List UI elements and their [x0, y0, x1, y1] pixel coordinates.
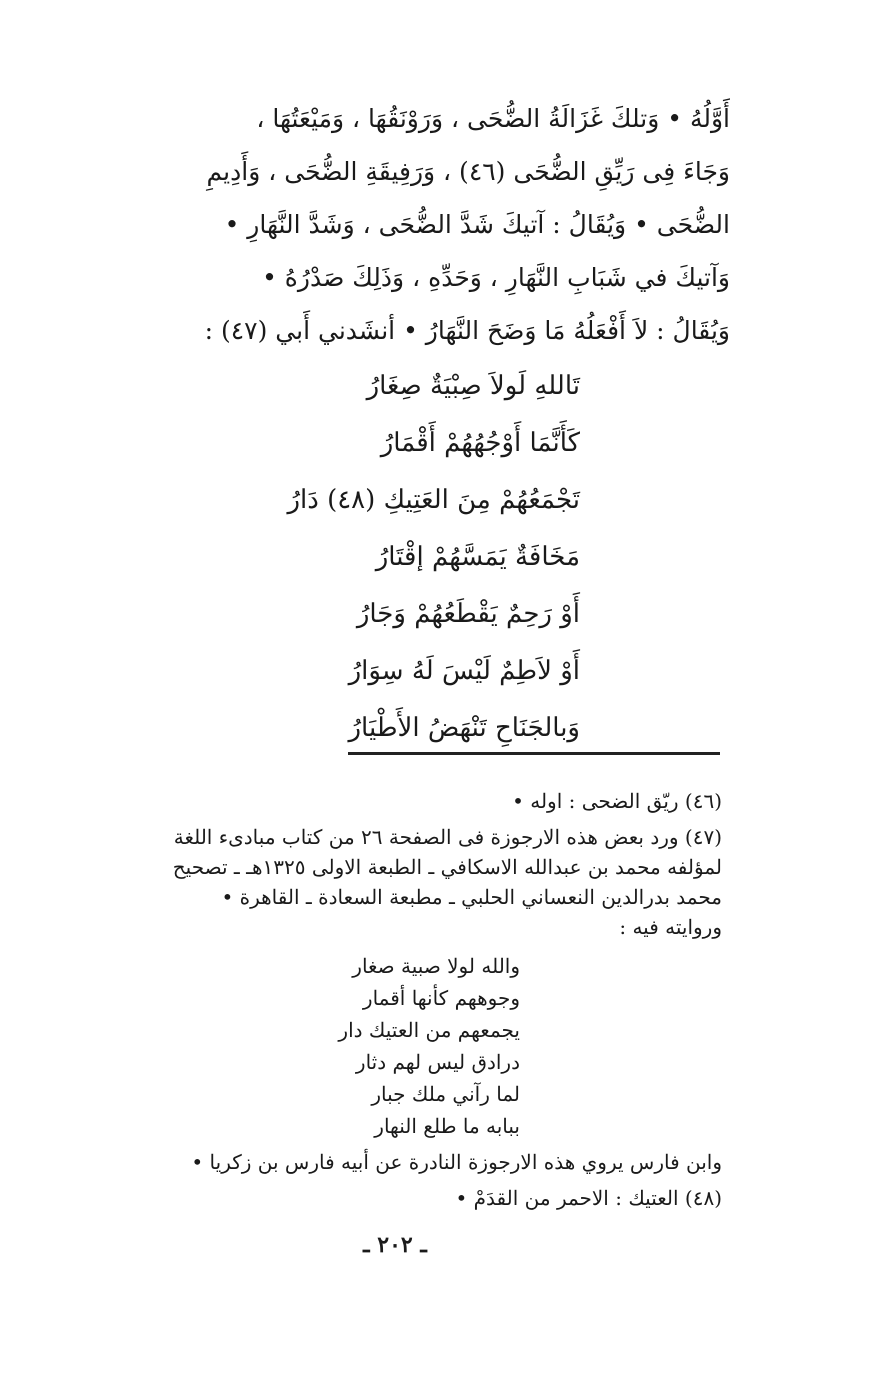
footnote-verse-line: يجمعهم من العتيك دار	[338, 1018, 520, 1042]
verse-line: مَخَافَةٌ يَمَسَّهُمْ إقْتَارُ	[375, 542, 580, 572]
footnote-47-line: محمد بدرالدين النعساني الحلبي ـ مطبعة السعادة ـ القاهرة •	[221, 885, 722, 909]
poem-verses	[220, 358, 580, 757]
verse-line: أَوْ رَحِمٌ يَقْطَعُهُمْ وَجَارُ	[356, 599, 580, 629]
footnote-47-line: وروايته فيه :	[619, 915, 722, 939]
footnote-47-line: لمؤلفه محمد بن عبدالله الاسكافي ـ الطبعة الاولى ١٣٢٥هـ ـ تصحيح	[172, 855, 722, 879]
verse-line: أَوْ لاَطِمٌ لَيْسَ لَهُ سِوَارُ	[348, 656, 580, 686]
footnote-verse-line: ببابه ما طلع النهار	[374, 1114, 520, 1138]
footnote-47-verses	[290, 950, 520, 1142]
footnote-verse-line: لما رآني ملك جبار	[371, 1082, 520, 1106]
footnote-divider	[348, 752, 720, 755]
footnotes-continued	[80, 1144, 722, 1216]
footnote-46: (٤٦) ريّق الضحى : اوله •	[512, 789, 722, 813]
footnote-verse-line: والله لولا صبية صغار	[352, 954, 520, 978]
footnote-verse-line: درادق ليس لهم دثار	[355, 1050, 520, 1074]
verse-line: تَجْمَعُهُمْ مِنَ العَتِيكِ (٤٨) دَارُ	[287, 485, 580, 515]
footnote-verse-line: وجوههم كأنها أقمار	[362, 986, 520, 1010]
body-line: وَيُقَالُ : لاَ أَفْعَلُهُ مَا وَضَحَ النَّهَارُ • أنشَدني أَبي (٤٧) :	[204, 316, 730, 345]
body-line: الضُّحَى • وَيُقَالُ : آتيكَ شَدَّ الضُّحَى ، وَشَدَّ النَّهَارِ •	[224, 210, 730, 239]
verse-line: وَبالجَنَاحِ تَنْهَضُ الأَطْيَارُ	[348, 713, 580, 743]
body-line: أَوَّلُهُ • وَتلكَ غَزَالَةُ الضُّحَى ، وَرَوْنَقُهَا ، وَمَيْعَتُهَا ،	[256, 104, 730, 133]
body-line: وَآتيكَ في شَبَابِ النَّهَارِ ، وَحَدِّهِ ، وَذَلِكَ صَدْرُهُ •	[262, 263, 730, 292]
page-number: ـ ٢٠٢ ـ	[363, 1232, 427, 1258]
verse-line: تَاللهِ لَولاَ صِبْيَةٌ صِغَارُ	[366, 371, 580, 401]
verse-line: كَأَنَّمَا أَوْجُهُهُمْ أَقْمَارُ	[380, 428, 580, 458]
footnote-47-line: (٤٧) ورد بعض هذه الارجوزة فى الصفحة ٢٦ من كتاب مبادىء اللغة	[173, 825, 722, 849]
footnote-48: (٤٨) العتيك : الاحمر من القدَمْ •	[455, 1186, 722, 1210]
footnotes	[80, 786, 722, 942]
footnote-47-tail: وابن فارس يروي هذه الارجوزة النادرة عن أبيه فارس بن زكريا •	[191, 1150, 722, 1174]
main-paragraph	[100, 92, 730, 357]
body-line: وَجَاءَ فِى رَيِّقِ الضُّحَى (٤٦) ، وَرَفِيقَةِ الضُّحَى ، وَأَدِيمِ	[206, 157, 730, 186]
